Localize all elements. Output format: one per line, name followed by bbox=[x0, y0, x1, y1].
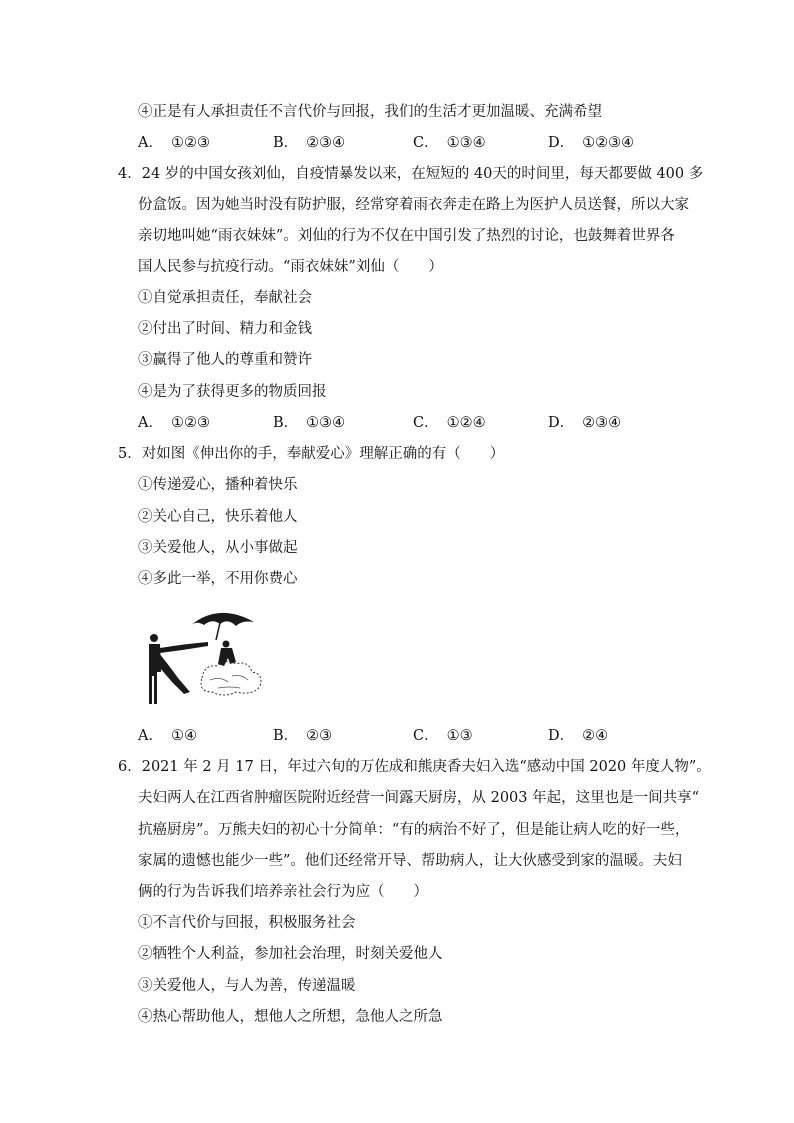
q5-item-2: ②关心自己，快乐着他人 bbox=[138, 509, 298, 525]
q3-option-d[interactable]: D． ①②③④ bbox=[548, 135, 635, 151]
q4-option-d[interactable]: D． ②③④ bbox=[548, 415, 622, 431]
q5-option-b[interactable]: B． ②③ bbox=[273, 728, 333, 744]
q5-options bbox=[138, 726, 658, 746]
q5-option-d[interactable]: D． ②④ bbox=[548, 728, 609, 744]
q4-option-c[interactable]: C． ①②④ bbox=[413, 415, 486, 431]
q4-item-2: ②付出了时间、精力和金钱 bbox=[138, 321, 312, 337]
q6-stem-line-1: 6．2021 年 2 月 17 日，年过六旬的万佐成和熊庚香夫妇入选“感动中国 2020 年度人物”。 bbox=[118, 759, 711, 775]
q4-stem-line-4: 国人民参与抗疫行动。“雨衣妹妹”刘仙（ ） bbox=[138, 259, 443, 275]
q4-option-b[interactable]: B． ①③④ bbox=[273, 415, 346, 431]
q6-item-3: ③关爱他人，与人为善，传递温暖 bbox=[138, 978, 356, 994]
q5-item-3: ③关爱他人，从小事做起 bbox=[138, 540, 298, 556]
q4-stem-line-2: 份盒饭。因为她当时没有防护服，经常穿着雨衣奔走在路上为医护人员送餐，所以大家 bbox=[138, 197, 689, 213]
q5-option-c[interactable]: C． ①③ bbox=[413, 728, 473, 744]
q4-options bbox=[138, 413, 658, 433]
q4-stem-line-3: 亲切地叫她“雨衣妹妹”。刘仙的行为不仅在中国引发了热烈的讨论，也鼓舞着世界各 bbox=[138, 228, 675, 244]
q6-stem-line-4: 家属的遗憾也能少一些”。他们还经常开导、帮助病人，让大伙感受到家的温暖。夫妇 bbox=[138, 853, 682, 869]
q3-item-4: ④正是有人承担责任不言代价与回报，我们的生活才更加温暖、充满希望 bbox=[138, 104, 602, 120]
umbrella-illustration bbox=[144, 606, 268, 706]
q4-item-4: ④是为了获得更多的物质回报 bbox=[138, 384, 327, 400]
q6-item-1: ①不言代价与回报，积极服务社会 bbox=[138, 915, 356, 931]
q3-option-a[interactable]: A． ①②③ bbox=[138, 135, 210, 151]
q5-stem: 5．对如图《伸出你的手，奉献爱心》理解正确的有（ ） bbox=[118, 446, 505, 462]
q5-item-4: ④多此一举，不用你费心 bbox=[138, 571, 298, 587]
q3-option-c[interactable]: C． ①③④ bbox=[413, 135, 486, 151]
q4-stem-line-1: 4．24 岁的中国女孩刘仙，自疫情暴发以来，在短短的 40天的时间里，每天都要做 400 多 bbox=[118, 166, 704, 182]
q6-stem-line-2: 夫妇两人在江西省肿瘤医院附近经营一间露天厨房，从 2003 年起，这里也是一间共享“ bbox=[138, 790, 700, 806]
q4-item-3: ③赢得了他人的尊重和赞许 bbox=[138, 352, 312, 368]
q4-item-1: ①自觉承担责任，奉献社会 bbox=[138, 290, 312, 306]
q6-stem-line-5: 俩的行为告诉我们培养亲社会行为应（ ） bbox=[138, 884, 428, 900]
q5-option-a[interactable]: A． ①④ bbox=[138, 728, 197, 744]
q4-option-a[interactable]: A． ①②③ bbox=[138, 415, 210, 431]
q6-stem-line-3: 抗癌厨房”。万熊夫妇的初心十分简单：“有的病治不好了，但是能让病人吃的好一些， bbox=[138, 822, 690, 838]
q6-item-4: ④热心帮助他人，想他人之所想，急他人之所急 bbox=[138, 1009, 443, 1025]
q3-option-b[interactable]: B． ②③④ bbox=[273, 135, 346, 151]
q3-options bbox=[138, 133, 658, 153]
q5-item-1: ①传递爱心，播种着快乐 bbox=[138, 477, 298, 493]
q6-item-2: ②牺牲个人利益，参加社会治理，时刻关爱他人 bbox=[138, 946, 443, 962]
